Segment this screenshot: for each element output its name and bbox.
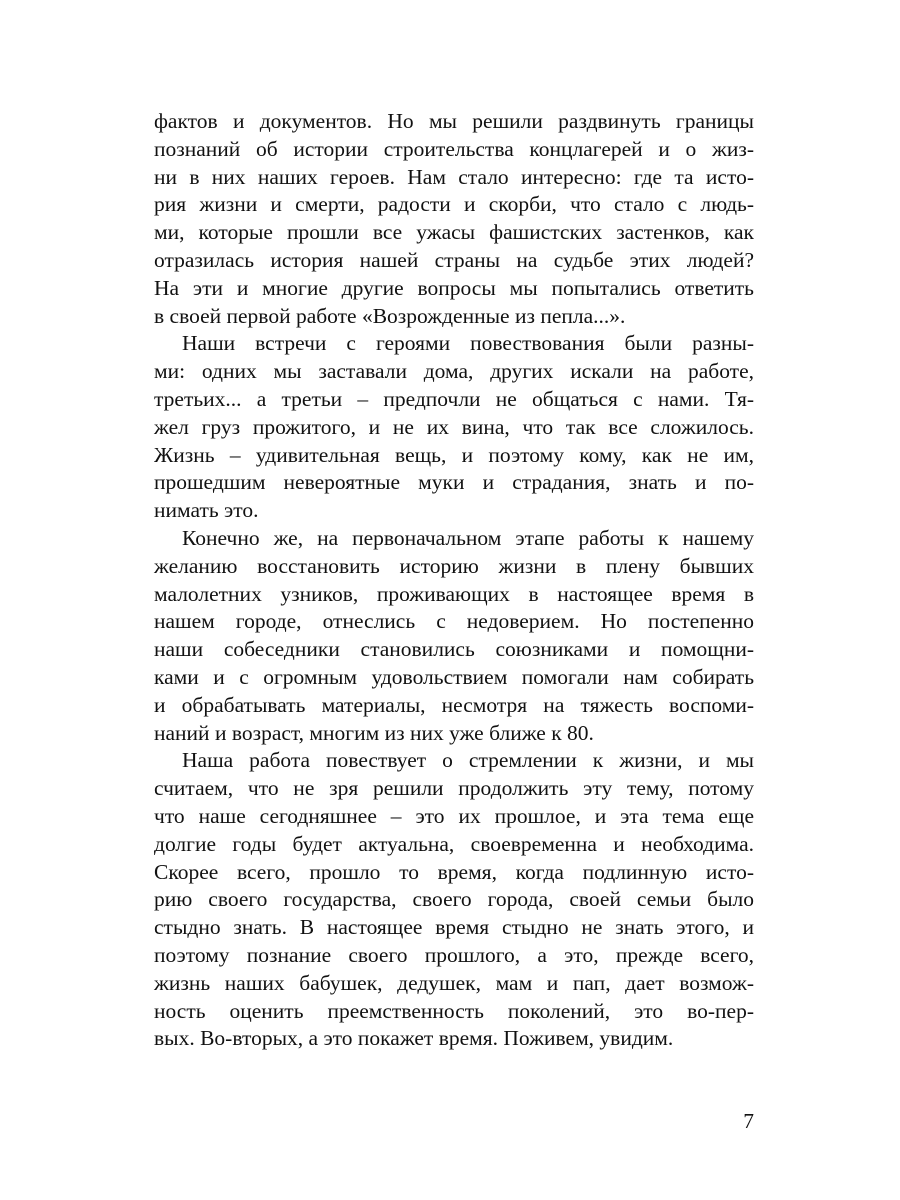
text-line: в своей первой работе «Возрожденные из пепла...». <box>154 303 626 328</box>
text-line: третьих... а третьи – предпочли не общаться с нами. Тя- <box>154 386 754 411</box>
text-line: малолетних узников, проживающих в настоящее время в <box>154 581 754 606</box>
text-line: ми, которые прошли все ужасы фашистских застенков, как <box>154 220 754 245</box>
text-line: Жизнь – удивительная вещь, и поэтому кому, как не им, <box>154 442 754 467</box>
text-line: желанию восстановить историю жизни в плену бывших <box>154 553 754 578</box>
text-line: отразилась история нашей страны на судьбе этих людей? <box>154 247 754 272</box>
text-line: поэтому познание своего прошлого, а это, прежде всего, <box>154 942 754 967</box>
text-line: долгие годы будет актуальна, своевременна и необходима. <box>154 831 754 856</box>
text-line: Наши встречи с героями повествования были разны- <box>182 331 754 356</box>
text-line: Конечно же, на первоначальном этапе работы к нашему <box>182 525 754 550</box>
text-line: Наша работа повествует о стремлении к жизни, и мы <box>182 748 754 773</box>
text-line: жизнь наших бабушек, дедушек, мам и пап, дает возмож- <box>154 970 754 995</box>
text-line: и обрабатывать материалы, несмотря на тяжесть воспоми- <box>154 692 754 717</box>
body-text <box>154 108 754 1053</box>
text-line: ками и с огромным удовольствием помогали нам собирать <box>154 664 754 689</box>
text-line: что наше сегодняшнее – это их прошлое, и эта тема еще <box>154 803 754 828</box>
text-line: нимать это. <box>154 498 259 523</box>
page-number: 7 <box>743 1109 754 1133</box>
text-line: фактов и документов. Но мы решили раздвинуть границы <box>154 109 754 133</box>
text-line: ность оценить преемственность поколений, это во-пер- <box>154 998 754 1023</box>
text-line: рию своего государства, своего города, своей семьи было <box>154 887 754 912</box>
text-line: стыдно знать. В настоящее время стыдно не знать этого, и <box>154 915 754 940</box>
text-line: На эти и многие другие вопросы мы попытались ответить <box>154 275 754 300</box>
text-line: прошедшим невероятные муки и страдания, знать и по- <box>154 470 754 495</box>
text-line: наний и возраст, многим из них уже ближе к 80. <box>154 720 594 745</box>
text-line: нашем городе, отнеслись с недоверием. Но постепенно <box>154 609 754 634</box>
text-line: познаний об истории строительства концлагерей и о жиз- <box>154 136 754 161</box>
text-line: вых. Во-вторых, а это покажет время. Поживем, увидим. <box>154 1026 674 1051</box>
text-line: ми: одних мы заставали дома, других искали на работе, <box>154 359 754 384</box>
book-page <box>154 108 754 1178</box>
text-line: Скорее всего, прошло то время, когда подлинную исто- <box>154 859 754 884</box>
text-line: ни в них наших героев. Нам стало интересно: где та исто- <box>154 164 754 189</box>
text-line: рия жизни и смерти, радости и скорби, что стало с людь- <box>154 192 754 217</box>
text-line: жел груз прожитого, и не их вина, что так все сложилось. <box>154 414 754 439</box>
text-line: наши собеседники становились союзниками и помощни- <box>154 637 754 662</box>
text-line: считаем, что не зря решили продолжить эту тему, потому <box>154 776 754 801</box>
